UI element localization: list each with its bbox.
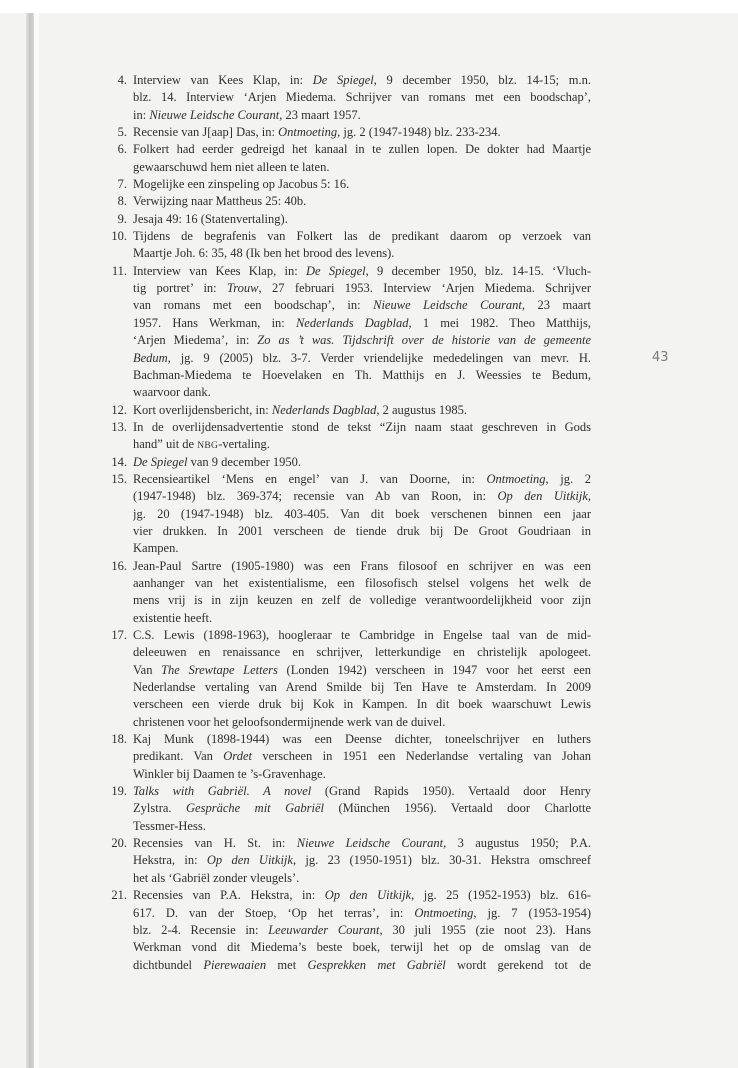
text-line — [133, 263, 591, 280]
text-line — [133, 315, 591, 332]
text-segment: C.S. Lewis (1898-1963), hoogleraar te Cambridge in Engelse taal van de mid- — [133, 628, 591, 642]
text-segment: van 9 december 1950. — [187, 454, 302, 469]
italic-title: De Spiegel — [133, 454, 188, 469]
text-segment: (1947-1948) blz. 369-374; recensie van Ab van Roon, in: — [133, 489, 498, 504]
text-segment: wordt gerekend tot de — [445, 957, 591, 972]
endnote — [95, 419, 591, 454]
endnote-number: 12. — [111, 402, 127, 417]
italic-title: Ordet — [223, 749, 252, 764]
text-line — [133, 540, 591, 557]
text-line — [133, 89, 591, 106]
italic-title: Nieuwe Leidsche Courant — [296, 836, 444, 851]
text-line — [133, 211, 591, 228]
text-segment: in: — [133, 107, 150, 122]
text-segment: Verwijzing naar Mattheus 25: 40b. — [133, 194, 307, 209]
text-segment: blz. 14. Interview ‘Arjen Miedema. Schrijver van romans met een boodschap’, — [133, 90, 591, 105]
endnote — [95, 471, 591, 558]
text-segment: Zylstra. — [133, 801, 187, 816]
text-segment: , 9 december 1950, blz. 14-15. ‘Vluch- — [365, 263, 591, 278]
text-segment: , 23 maart 1957. — [279, 107, 361, 122]
endnote-text — [133, 193, 591, 210]
text-line — [133, 159, 591, 176]
text-line — [133, 193, 591, 210]
endnote-number: 9. — [117, 211, 127, 226]
text-segment: Van — [133, 662, 162, 677]
text-line — [133, 957, 591, 974]
text-segment: (Londen 1942) verscheen in 1947 voor het eerst een — [277, 662, 591, 677]
italic-title: Nieuwe Leidsche Courant — [149, 107, 280, 122]
text-segment: Nederlandse vertaling van Arend Smilde bij Ten Have te Amsterdam. In 2009 — [133, 680, 591, 695]
text-segment: predikant. Van — [133, 749, 224, 764]
text-segment: jg. 20 (1947-1948) blz. 403-405. Van dit boek verschenen binnen een jaar — [133, 506, 591, 521]
text-line — [133, 852, 591, 869]
text-line — [133, 488, 591, 505]
italic-title: Op den Uitkijk — [324, 888, 412, 903]
text-segment: , jg. 7 (1953-1954) — [473, 905, 591, 920]
text-segment: verscheen in 1951 een Nederlandse vertaling van Johan — [251, 749, 591, 764]
italic-title: Ontmoeting — [486, 471, 546, 486]
text-segment: Werkman vond dit Miedema’s beste boek, terwijl het op de omslag van de — [133, 940, 591, 955]
endnote-text — [133, 454, 591, 471]
endnote-number: 5. — [117, 125, 127, 140]
endnote-number: 4. — [117, 73, 127, 87]
text-segment: Mogelijke een zinspeling op Jacobus 5: 16. — [133, 177, 350, 192]
endnote-text — [133, 176, 591, 193]
text-segment: het als ‘Gabriël zonder vleugels’. — [133, 870, 300, 885]
italic-title: Trouw — [227, 281, 259, 296]
text-segment: Jesaja 49: 16 (Statenvertaling). — [133, 211, 288, 226]
endnote-number: 19. — [111, 784, 127, 799]
text-line — [133, 610, 591, 627]
text-line — [133, 766, 591, 783]
endnote-number: 15. — [111, 471, 127, 486]
text-line — [133, 384, 591, 401]
italic-title: De Spiegel — [305, 263, 366, 278]
text-segment: Interview van Kees Klap, in: — [133, 73, 313, 87]
endnote-number: 18. — [111, 732, 127, 747]
italic-title: Nederlands Dagblad — [271, 402, 377, 417]
endnote — [95, 176, 591, 193]
endnote — [95, 263, 591, 402]
endnote-text — [133, 731, 591, 783]
endnote-text — [133, 471, 591, 558]
endnote — [95, 835, 591, 887]
text-segment: verscheen een vierde druk bij Kok in Kampen. In dit boek waarschuwt Lewis — [133, 697, 591, 712]
text-segment: , 2 augustus 1985. — [376, 402, 467, 417]
italic-title: Nederlands Dagblad — [295, 315, 409, 330]
text-line — [133, 454, 591, 471]
text-segment: christenen voor het geloofsondermijnende werk van de duivel. — [133, 714, 446, 729]
italic-title: Op den Uitkijk — [206, 853, 293, 868]
text-line — [133, 141, 591, 158]
text-line — [133, 714, 591, 731]
italic-title: Op den Uitkijk — [497, 489, 588, 504]
endnote-text — [133, 558, 591, 627]
italic-title: De Spiegel — [312, 73, 374, 87]
text-line — [133, 367, 591, 384]
endnote — [95, 211, 591, 228]
endnotes-list — [95, 72, 591, 974]
text-line — [133, 783, 591, 800]
text-segment: gewaarschuwd hem niet alleen te laten. — [133, 159, 330, 174]
text-segment: aanhanger van het existentialisme, een filosofisch stelsel volgens het welk de — [133, 575, 591, 590]
text-segment: , jg. 2 — [545, 471, 591, 486]
text-line — [133, 922, 591, 939]
endnote — [95, 627, 591, 731]
text-segment: , 3 augustus 1950; P.A. — [443, 836, 591, 851]
text-segment: (Grand Rapids 1950). Vertaald door Henry — [311, 784, 591, 799]
text-line — [133, 679, 591, 696]
endnote-text — [133, 124, 591, 141]
page-number: 43 — [652, 350, 669, 365]
text-line — [133, 245, 591, 262]
text-segment: Winkler bij Daamen te ’s-Gravenhage. — [133, 766, 326, 781]
endnote-number: 13. — [111, 419, 127, 434]
endnote-number: 11. — [111, 263, 127, 278]
text-line — [133, 905, 591, 922]
text-segment: tig portret’ in: — [133, 281, 228, 296]
text-line — [133, 644, 591, 661]
text-segment: Tijdens de begrafenis van Folkert las de predikant daarom op verzoek van — [133, 229, 591, 244]
endnote-text — [133, 228, 591, 263]
text-segment: Tessmer-Hess. — [133, 818, 206, 833]
text-line — [133, 107, 591, 124]
text-line — [133, 558, 591, 575]
endnote-number: 14. — [111, 454, 127, 469]
italic-title: The Srewtape Letters — [161, 662, 278, 677]
text-segment: Folkert had eerder gedreigd het kanaal in te zullen lopen. De dokter had Maartje — [133, 142, 591, 157]
text-segment: , 27 februari 1953. Interview ‘Arjen Miedema. Schrijver — [258, 281, 591, 296]
text-segment: deleeuwen en renaissance en schrijver, letterkundige en christelijk apologeet. — [133, 645, 591, 660]
endnote — [95, 558, 591, 627]
text-line — [133, 887, 591, 904]
text-line — [133, 592, 591, 609]
text-line — [133, 662, 591, 679]
text-segment: Recensieartikel ‘Mens en engel’ van J. van Doorne, in: — [133, 471, 487, 486]
text-line — [133, 506, 591, 523]
text-segment: , 23 maart — [521, 298, 591, 313]
text-segment: , jg. 9 (2005) blz. 3-7. Verder vriendelijke mededelingen van mevr. H. — [167, 350, 591, 365]
endnote-number: 16. — [111, 558, 127, 573]
text-line — [133, 332, 591, 349]
endnote-text — [133, 263, 591, 402]
endnote-text — [133, 211, 591, 228]
text-segment: dichtbundel — [133, 957, 204, 972]
text-segment: vier drukken. In 2001 verscheen de tiende druk bij De Groot Goudriaan in — [133, 523, 591, 538]
endnote-text — [133, 887, 591, 974]
text-line — [133, 228, 591, 245]
endnote — [95, 731, 591, 783]
text-line — [133, 575, 591, 592]
text-segment: , jg. 25 (1952-1953) blz. 616- — [411, 888, 591, 903]
endnote — [95, 783, 591, 835]
text-segment: , 1 mei 1982. Theo Matthijs, — [408, 315, 591, 330]
text-segment: Recensies van P.A. Hekstra, in: — [133, 888, 325, 903]
italic-title: Gesprekken met Gabriël — [307, 957, 446, 972]
endnote — [95, 402, 591, 419]
text-line — [133, 72, 591, 89]
endnote — [95, 124, 591, 141]
italic-title: Gespräche mit Gabriël — [186, 801, 325, 816]
text-line — [133, 800, 591, 817]
scan-top-margin — [0, 0, 738, 13]
text-line — [133, 818, 591, 835]
text-segment: Kaj Munk (1898-1944) was een Deense dichter, toneelschrijver en luthers — [133, 732, 591, 747]
text-line — [133, 350, 591, 367]
endnote-number: 10. — [111, 229, 127, 244]
text-line — [133, 297, 591, 314]
endnote-text — [133, 72, 591, 124]
italic-title: Leeuwarder Courant — [268, 922, 380, 937]
text-line — [133, 939, 591, 956]
text-line — [133, 835, 591, 852]
text-line — [133, 280, 591, 297]
text-line — [133, 523, 591, 540]
text-segment: , 30 juli 1955 (zie noot 23). Hans — [379, 922, 591, 937]
endnote — [95, 228, 591, 263]
text-segment: 617. D. van der Stoep, ‘Op het terras’, in: — [133, 905, 415, 920]
text-segment: existentie heeft. — [133, 610, 213, 625]
text-line — [133, 870, 591, 887]
text-line — [133, 696, 591, 713]
text-line — [133, 731, 591, 748]
endnote — [95, 454, 591, 471]
text-segment: waarvoor dank. — [133, 385, 211, 400]
text-segment: Bachman-Miedema te Hoevelaken en Th. Matthijs en J. Weessies te Bedum, — [133, 367, 591, 382]
text-segment: (München 1956). Vertaald door Charlotte — [324, 801, 591, 816]
text-segment: Jean-Paul Sartre (1905-1980) was een Frans filosoof en schrijver en was een — [133, 558, 591, 573]
text-segment: blz. 2-4. Recensie in: — [133, 922, 269, 937]
text-segment: Recensies van H. St. in: — [133, 836, 297, 851]
text-line — [133, 176, 591, 193]
text-segment: mens vrij is in zijn keuzen en zelf de volledige verantwoordelijkheid voor zijn — [133, 593, 591, 608]
italic-title: Nieuwe Leidsche Courant — [373, 298, 522, 313]
endnote-text — [133, 783, 591, 835]
text-line — [133, 402, 591, 419]
text-segment: Maartje Joh. 6: 35, 48 (Ik ben het brood des levens). — [133, 246, 395, 261]
endnote — [95, 193, 591, 210]
text-segment: van romans met een boodschap’, in: — [133, 298, 374, 313]
italic-title: Bedum — [133, 350, 168, 365]
endnote-text — [133, 141, 591, 176]
text-line — [133, 124, 591, 141]
endnote-number: 17. — [111, 628, 127, 642]
italic-title: Pierewaaien — [203, 957, 267, 972]
text-segment: -vertaling. — [218, 437, 270, 452]
text-segment: , jg. 23 (1950-1951) blz. 30-31. Hekstra omschreef — [292, 853, 591, 868]
text-segment: Hekstra, in: — [133, 853, 207, 868]
endnote-text — [133, 835, 591, 887]
text-segment: , jg. 2 (1947-1948) blz. 233-234. — [337, 125, 501, 140]
endnote-number: 21. — [111, 888, 127, 903]
endnote — [95, 72, 591, 124]
text-segment: met — [266, 957, 308, 972]
text-line — [133, 471, 591, 488]
endnote-number: 7. — [117, 177, 127, 192]
small-caps-abbreviation: NBG — [197, 441, 219, 452]
text-segment: Recensie van J[aap] Das, in: — [133, 125, 279, 140]
text-line — [133, 419, 591, 436]
text-line — [133, 436, 591, 453]
endnote-number: 8. — [117, 194, 127, 209]
text-segment: ‘Arjen Miedema’, in: — [133, 333, 258, 348]
italic-title: Talks with Gabriël. A novel — [133, 784, 312, 799]
italic-title: Ontmoeting — [414, 905, 474, 920]
book-gutter-shadow — [26, 13, 34, 1068]
text-line — [133, 627, 591, 644]
italic-title: Zo as ’t was. Tijdschrift over de historie van de gemeente — [257, 333, 591, 348]
endnote-text — [133, 402, 591, 419]
text-segment: , — [587, 489, 591, 504]
text-segment: In de overlijdensadvertentie stond de tekst “Zijn naam staat geschreven in Gods — [133, 419, 591, 434]
text-line — [133, 748, 591, 765]
text-segment: Kort overlijdensbericht, in: — [133, 402, 272, 417]
endnote — [95, 887, 591, 974]
text-segment: 1957. Hans Werkman, in: — [133, 315, 296, 330]
text-segment: , 9 december 1950, blz. 14-15; m.n. — [373, 73, 591, 87]
endnote-text — [133, 627, 591, 731]
text-segment: Interview van Kees Klap, in: — [133, 263, 306, 278]
italic-title: Ontmoeting — [278, 125, 338, 140]
endnote-number: 20. — [111, 836, 127, 851]
text-segment: hand” uit de — [133, 437, 198, 452]
endnote-text — [133, 419, 591, 454]
book-gutter-highlight — [34, 13, 39, 1068]
endnote-number: 6. — [117, 142, 127, 157]
endnote — [95, 141, 591, 176]
text-segment: Kampen. — [133, 541, 179, 556]
